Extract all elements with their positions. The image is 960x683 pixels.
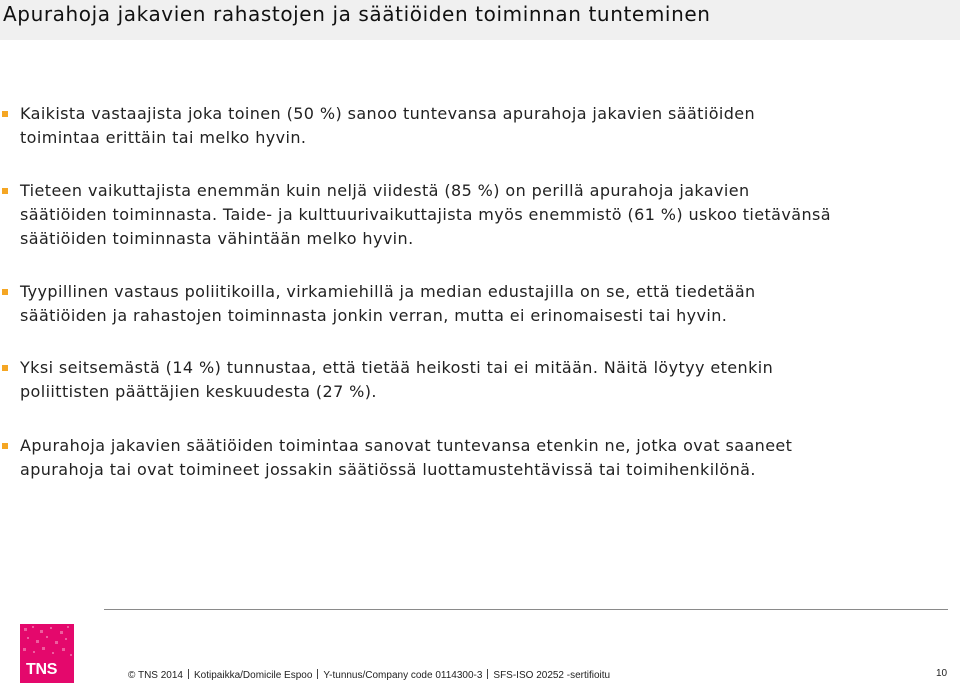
bullet-square-icon bbox=[2, 365, 8, 371]
logo-text: TNS bbox=[26, 661, 58, 678]
bullet-text bbox=[20, 280, 960, 328]
bullet-square-icon bbox=[2, 289, 8, 295]
bullet-text bbox=[20, 356, 960, 404]
bullet-line: Tieteen vaikuttajista enemmän kuin neljä viidestä (85 %) on perillä apurahoja jakavien bbox=[20, 181, 750, 200]
bullet-line: Tyypillinen vastaus poliitikoilla, virkamiehillä ja median edustajilla on se, että tiedetään bbox=[20, 282, 756, 301]
footer-copyright: © TNS 2014 bbox=[128, 670, 183, 681]
bullet-line: poliittisten päättäjien keskuudesta (27 %). bbox=[20, 382, 377, 401]
bullet-item bbox=[20, 102, 960, 150]
footer-company-code: Y-tunnus/Company code 0114300-3 bbox=[323, 670, 483, 681]
bullet-line: toimintaa erittäin tai melko hyvin. bbox=[20, 128, 307, 147]
bullet-item bbox=[20, 280, 960, 328]
bullet-square-icon bbox=[2, 188, 8, 194]
page-number: 10 bbox=[936, 668, 948, 679]
bullet-line: säätiöiden toiminnasta vähintään melko hyvin. bbox=[20, 229, 414, 248]
bullet-text bbox=[20, 179, 960, 251]
bullet-square-icon bbox=[2, 443, 8, 449]
bullet-line: apurahoja tai ovat toimineet jossakin säätiössä luottamustehtävissä tai toimihenkilönä. bbox=[20, 460, 756, 479]
footer-separator bbox=[317, 669, 318, 679]
bullet-item bbox=[20, 179, 960, 251]
footer-separator bbox=[487, 669, 488, 679]
bullet-line: Yksi seitsemästä (14 %) tunnustaa, että tietää heikosti tai ei mitään. Näitä löytyy etenkin bbox=[20, 358, 774, 377]
bullet-text bbox=[20, 102, 960, 150]
bullet-text bbox=[20, 434, 960, 482]
footer-divider bbox=[104, 609, 948, 610]
page-title: Apurahoja jakavien rahastojen ja säätiöiden toiminnan tunteminen bbox=[3, 2, 711, 26]
footer-separator bbox=[188, 669, 189, 679]
bullet-line: Kaikista vastaajista joka toinen (50 %) sanoo tuntevansa apurahoja jakavien säätiöiden bbox=[20, 104, 756, 123]
bullet-line: Apurahoja jakavien säätiöiden toimintaa sanovat tuntevansa etenkin ne, jotka ovat saaneet bbox=[20, 436, 793, 455]
bullet-item bbox=[20, 356, 960, 404]
bullet-item bbox=[20, 434, 960, 482]
logo-texture-icon bbox=[20, 624, 74, 662]
bullet-line: säätiöiden ja rahastojen toiminnasta jonkin verran, mutta ei erinomaisesti tai hyvin. bbox=[20, 306, 728, 325]
bullet-line: säätiöiden toiminnasta. Taide- ja kulttuurivaikuttajista myös enemmistö (61 %) uskoo tietävänsä bbox=[20, 205, 831, 224]
tns-logo bbox=[20, 624, 74, 683]
footer-info bbox=[128, 669, 610, 682]
bullet-square-icon bbox=[2, 111, 8, 117]
footer-office: Kotipaikka/Domicile Espoo bbox=[194, 670, 313, 681]
bullet-list bbox=[20, 102, 960, 512]
footer-certification: SFS-ISO 20252 -sertifioitu bbox=[493, 670, 611, 681]
title-bar bbox=[0, 0, 960, 40]
